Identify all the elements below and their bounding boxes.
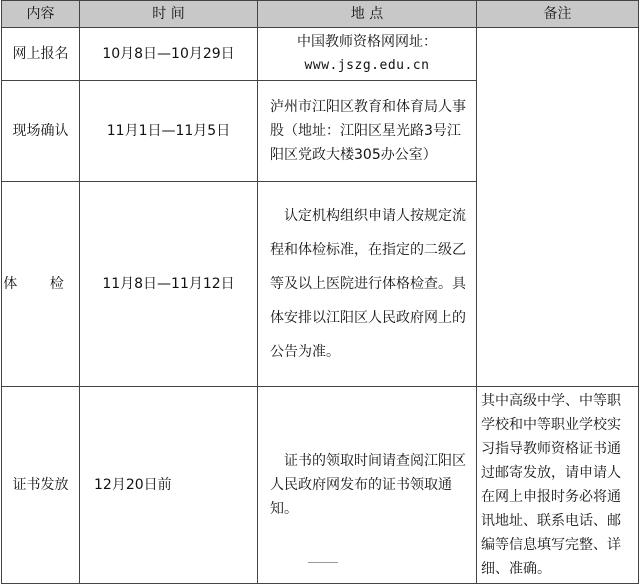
- time-cell: 11月1日—11月5日: [80, 81, 258, 182]
- note-cell-empty: [477, 28, 639, 387]
- place-cell: 认定机构组织申请人按规定流程和体检标准，在指定的二级乙等及以上医院进行体格检查。具体安排以江阳区人民政府网上的公告为准。: [258, 182, 477, 387]
- page-divider: [308, 562, 338, 563]
- place-cell: 泸州市江阳区教育和体育局人事股（地址：江阳区星光路3号江阳区党政大楼305办公室）: [258, 81, 477, 182]
- item-cell: 现场确认: [2, 81, 80, 182]
- table-row: [2, 28, 639, 81]
- website-url: www.jszg.edu.cn: [304, 58, 430, 73]
- table-row: [2, 387, 639, 584]
- place-label: 中国教师资格网网址：: [297, 34, 437, 50]
- item-cell: 证书发放: [2, 387, 80, 584]
- time-cell: 10月8日—10月29日: [80, 28, 258, 81]
- header-note: 备注: [477, 1, 639, 28]
- schedule-table: [1, 0, 639, 584]
- item-cell: 体 检: [2, 182, 80, 387]
- time-cell: 11月8日—11月12日: [80, 182, 258, 387]
- header-place: 地 点: [258, 1, 477, 28]
- note-cell: 其中高级中学、中等职学校和中等职业学校实习指导教师资格证书通过邮寄发放，请申请人在网上申报时务必将通讯地址、联系电话、邮编等信息填写完整、详细、准确。: [477, 387, 639, 584]
- time-cell: 12月20日前: [80, 387, 258, 584]
- header-item: 内容: [2, 1, 80, 28]
- header-time: 时 间: [80, 1, 258, 28]
- item-cell: 网上报名: [2, 28, 80, 81]
- place-cell: 证书的领取时间请查阅江阳区人民政府网发布的证书领取通知。: [258, 387, 477, 584]
- header-row: [2, 1, 639, 28]
- place-cell: [258, 28, 477, 81]
